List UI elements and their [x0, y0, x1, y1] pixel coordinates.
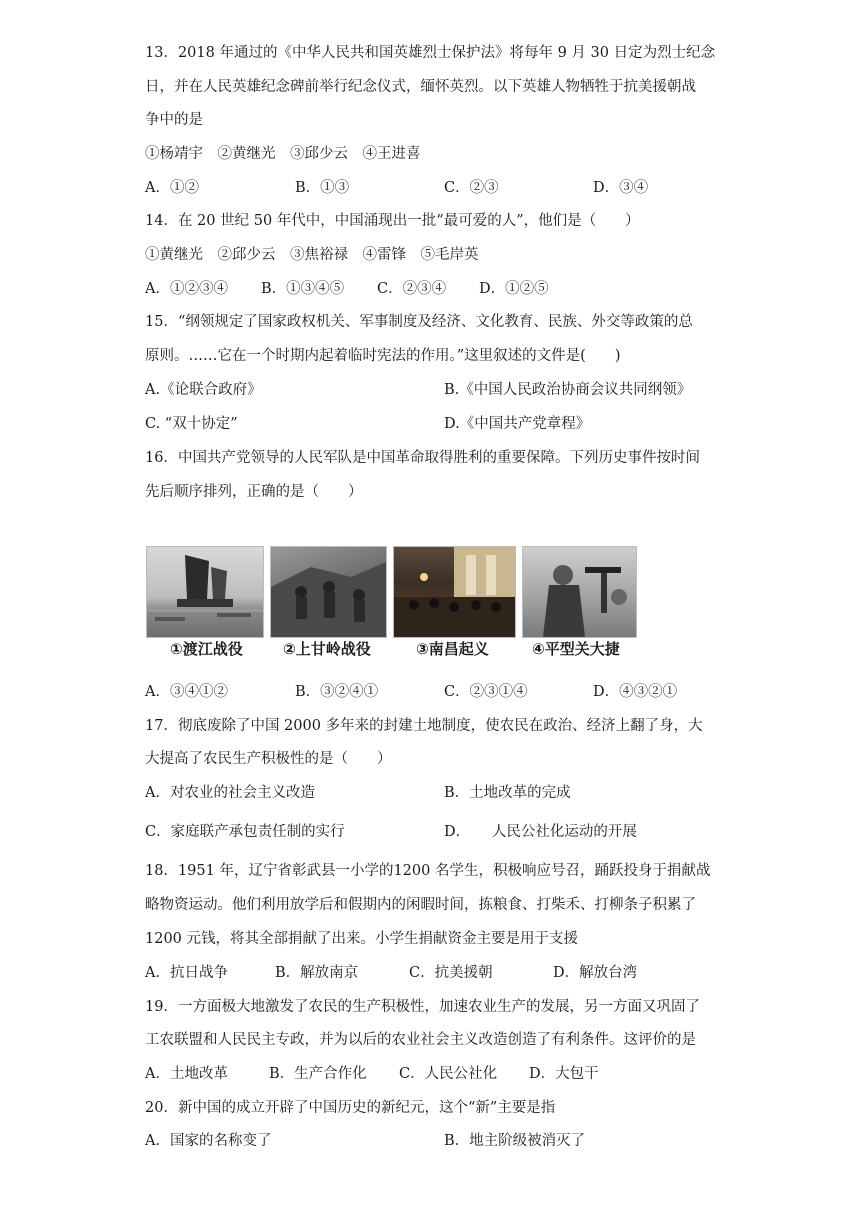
- q16-option-c: C．②③①④: [444, 684, 528, 700]
- q17-option-c: C．家庭联产承包责任制的实行: [145, 824, 345, 840]
- photo-shangganling-battle: [270, 546, 387, 638]
- q20-option-a: A．国家的名称变了: [145, 1133, 272, 1149]
- photo-crossing-river-battle: [146, 546, 264, 638]
- q19-option-c: C．人民公社化: [399, 1066, 498, 1082]
- q18-text-line-2: 略物资运动。他们利用放学后和假期内的闲暇时间，拣粮食、打柴禾、打柳条子积累了: [145, 897, 696, 913]
- q18-text-line-3: 1200 元钱，将其全部捐献了出来。小学生捐献资金主要是用于支援: [145, 931, 579, 947]
- caption-nanchang-uprising: ③南昌起义: [416, 640, 489, 658]
- q13-text-line-1: 13．2018 年通过的《中华人民共和国英雄烈士保护法》将每年 9 月 30 日定为烈士纪念: [145, 45, 716, 61]
- q19-option-d: D．大包干: [529, 1066, 599, 1082]
- q13-text-line-3: 争中的是: [145, 112, 203, 128]
- q20-text-line-1: 20．新中国的成立开辟了中国历史的新纪元，这个“新”主要是指: [145, 1100, 556, 1116]
- q13-option-a: A．①②: [145, 180, 199, 196]
- q16-option-d: D．④③②①: [593, 684, 678, 700]
- q14-option-d: D．①②⑤: [479, 281, 549, 297]
- q17-text-line-1: 17．彻底废除了中国 2000 多年来的封建土地制度，使农民在政治、经济上翻了身，大: [145, 718, 703, 734]
- q20-option-b: B．地主阶级被消灭了: [444, 1133, 586, 1149]
- q19-option-b: B．生产合作化: [269, 1066, 367, 1082]
- q14-items: ①黄继光 ②邱少云 ③焦裕禄 ④雷锋 ⑤毛岸英: [145, 247, 479, 263]
- q15-text-line-1: 15．“纲领规定了国家政权机关、军事制度及经济、文化教育、民族、外交等政策的总: [145, 314, 693, 330]
- q17-option-d: D． 人民公社化运动的开展: [444, 824, 637, 840]
- q15-option-b: B.《中国人民政治协商会议共同纲领》: [444, 382, 692, 398]
- q18-option-b: B．解放南京: [275, 965, 359, 981]
- q18-option-a: A．抗日战争: [145, 965, 228, 981]
- caption-shangganling-battle: ②上甘岭战役: [283, 640, 371, 658]
- q18-text-line-1: 18．1951 年，辽宁省彰武县一小学的1200 名学生，积极响应号召，踊跃投身于捐献战: [145, 863, 711, 879]
- q16-option-a: A．③④①②: [145, 684, 228, 700]
- q16-text-line-1: 16．中国共产党领导的人民军队是中国革命取得胜利的重要保障。下列历史事件按时间: [145, 450, 700, 466]
- q18-option-c: C．抗美援朝: [409, 965, 493, 981]
- q19-text-line-1: 19．一方面极大地激发了农民的生产积极性，加速农业生产的发展，另一方面又巩固了: [145, 999, 700, 1015]
- q13-option-d: D．③④: [593, 180, 649, 196]
- q14-text-line-1: 14．在 20 世纪 50 年代中，中国涌现出一批“最可爱的人”，他们是（ ）: [145, 213, 640, 229]
- q18-option-d: D．解放台湾: [553, 965, 638, 981]
- q16-text-line-2: 先后顺序排列，正确的是（ ）: [145, 484, 363, 500]
- q16-option-b: B．③②④①: [295, 684, 379, 700]
- q13-text-line-2: 日，并在人民英雄纪念碑前举行纪念仪式，缅怀英烈。以下英雄人物牺牲于抗美援朝战: [145, 79, 696, 95]
- photo-pingxingguan-victory: [522, 546, 637, 638]
- photo-nanchang-uprising: [393, 546, 516, 638]
- q13-option-c: C．②③: [444, 180, 499, 196]
- q15-option-d: D.《中国共产党章程》: [444, 416, 591, 432]
- q17-option-a: A．对农业的社会主义改造: [145, 785, 315, 801]
- q14-option-a: A．①②③④: [145, 281, 228, 297]
- q13-option-b: B．①③: [295, 180, 350, 196]
- q19-option-a: A．土地改革: [145, 1066, 228, 1082]
- q13-items: ①杨靖宇 ②黄继光 ③邱少云 ④王进喜: [145, 146, 421, 162]
- q15-option-a: A.《论联合政府》: [145, 382, 262, 398]
- q14-option-c: C．②③④: [377, 281, 447, 297]
- caption-crossing-river-battle: ①渡江战役: [170, 640, 243, 658]
- q14-option-b: B．①③④⑤: [261, 281, 345, 297]
- q15-option-c: C. “双十协定”: [145, 416, 238, 432]
- q17-text-line-2: 大提高了农民生产积极性的是（ ）: [145, 751, 392, 767]
- caption-pingxingguan-victory: ④平型关大捷: [532, 640, 620, 658]
- q17-option-b: B．土地改革的完成: [444, 785, 571, 801]
- q19-text-line-2: 工农联盟和人民民主专政，并为以后的农业社会主义改造创造了有利条件。这评价的是: [145, 1032, 696, 1048]
- q15-text-line-2: 原则。……它在一个时期内起着临时宪法的作用。”这里叙述的文件是( ): [145, 348, 621, 364]
